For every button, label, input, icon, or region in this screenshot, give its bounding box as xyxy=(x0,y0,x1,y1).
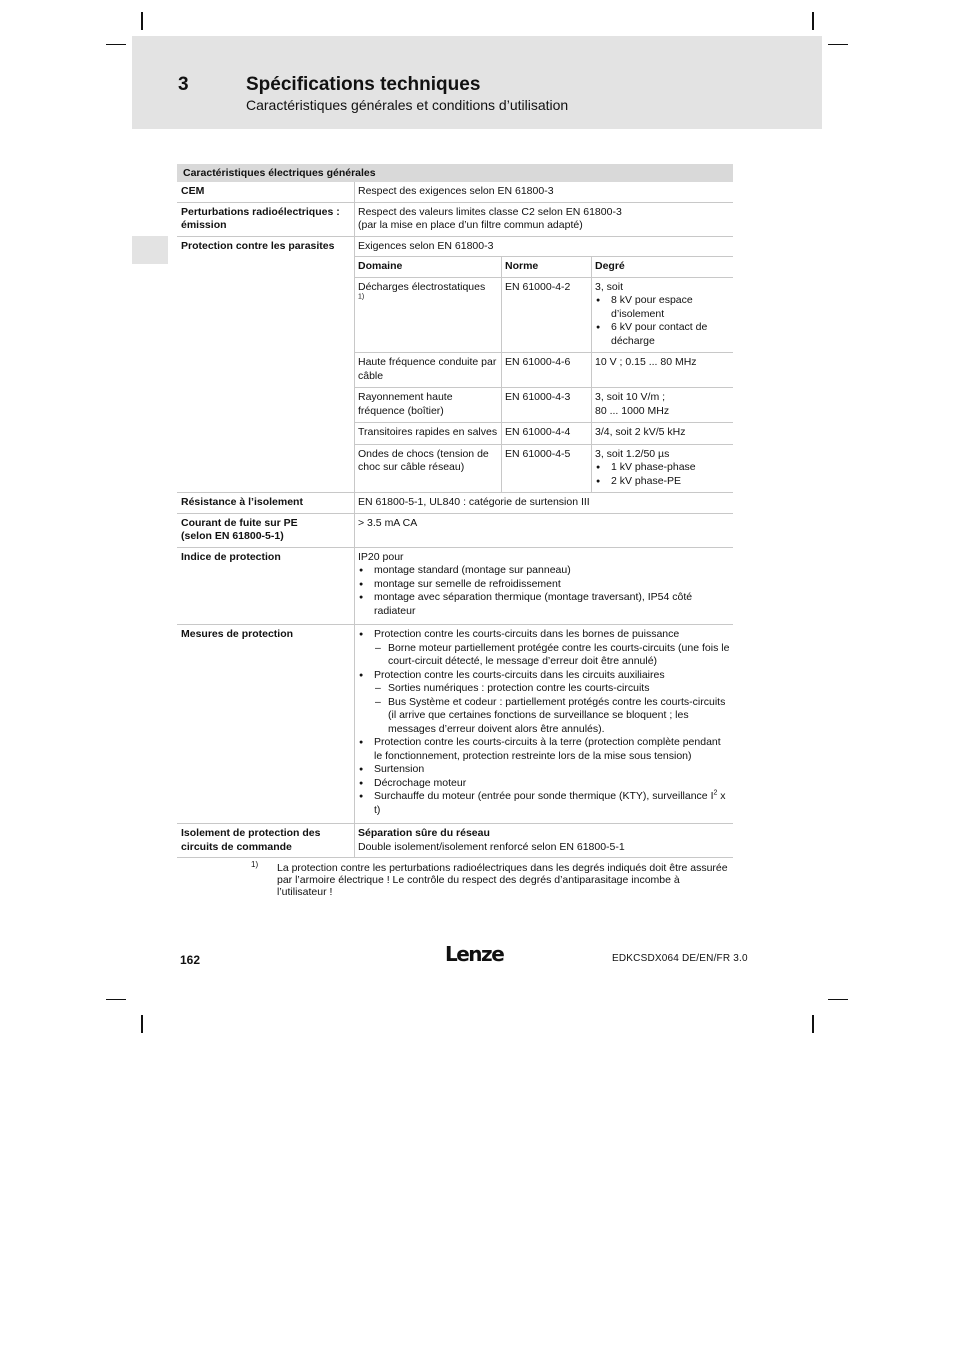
chapter-subtitle: Caractéristiques générales et conditions d’utilisation xyxy=(246,97,569,113)
crop-mark xyxy=(828,44,848,45)
list-item: ● montage standard (montage sur panneau) xyxy=(358,564,730,578)
degree-text: 3, soit xyxy=(595,280,624,293)
list-item xyxy=(358,790,730,817)
list-item: ● 2 kV phase-PE xyxy=(595,475,730,489)
page-number: 162 xyxy=(180,953,201,967)
dash-list xyxy=(374,642,730,669)
table-row-indice xyxy=(177,548,733,626)
list-item: ● montage sur semelle de refroidissement xyxy=(358,578,730,592)
list-item xyxy=(358,669,730,737)
table-row-perturbations xyxy=(177,203,733,237)
table-row-protection-parasites xyxy=(177,237,733,494)
spec-table xyxy=(177,164,733,858)
degree-cell xyxy=(592,388,734,423)
list-item: ● Protection contre les courts-circuits à la terre (protection complète pendant le fonctionnement, protection restreinte lors de la mise sous tension) xyxy=(358,736,730,763)
dash-list xyxy=(374,682,730,736)
immunity-subtable xyxy=(355,257,733,492)
label-line: (selon EN 61800-5-1) xyxy=(181,530,284,542)
row-value xyxy=(355,237,733,493)
domain-cell: Rayonnement haute fréquence (boîtier) xyxy=(355,388,502,423)
degree-bullets xyxy=(595,461,730,488)
subtable-header-row xyxy=(355,257,733,277)
norm-cell: EN 61000-4-3 xyxy=(502,388,592,423)
degree-cell: 10 V ; 0.15 ... 80 MHz xyxy=(592,353,734,388)
list-item: ● 1 kV phase-phase xyxy=(595,461,730,475)
footnote-mark: 1) xyxy=(251,860,259,869)
chapter-title: Spécifications techniques xyxy=(246,74,481,95)
table-heading: Caractéristiques électriques générales xyxy=(177,164,733,182)
footnote-text: La protection contre les perturbations radioélectriques dans les degrés indiqués doit être assurée par l’armoire électrique ! Le contrôle du respect des degrés d’antiparasitage incombe à l’utilisateur ! xyxy=(277,862,728,898)
row-value: Respect des exigences selon EN 61800-3 xyxy=(358,185,554,197)
item-text: Surchauffe du moteur (entrée pour sonde thermique (KTY), surveillance I xyxy=(374,790,714,802)
item-text: Protection contre les courts-circuits dans les circuits auxiliaires xyxy=(374,668,665,681)
row-label: Mesures de protection xyxy=(177,625,355,823)
degree-cell xyxy=(592,277,734,353)
norm-cell: EN 61000-4-2 xyxy=(502,277,592,353)
lenze-logo: Lenze xyxy=(445,942,504,966)
crop-mark xyxy=(812,12,814,30)
column-header: Domaine xyxy=(355,257,502,277)
column-header: Norme xyxy=(502,257,592,277)
document-id: EDKCSDX064 DE/EN/FR 3.0 xyxy=(612,953,748,964)
table-row xyxy=(355,444,733,492)
column-header: Degré xyxy=(592,257,734,277)
domain-text: Décharges électrostatiques xyxy=(358,280,486,293)
list-item: – Bus Système et codeur : partiellement protégés contre les courts-circuits (il arrive que certaines fonctions de surveillance se bloquent ; les messages d’erreur doivent alors être annulés). xyxy=(374,696,730,737)
degree-text: 3, soit 1.2/50 µs xyxy=(595,447,670,460)
row-value: EN 61800-5-1, UL840 : catégorie de surtension III xyxy=(358,496,590,508)
row-label: Résistance à l’isolement xyxy=(177,493,355,513)
crop-mark xyxy=(141,1015,143,1033)
crop-mark xyxy=(106,999,126,1000)
row-value xyxy=(355,548,733,625)
value-line: (par la mise en place d’un filtre commun adapté) xyxy=(358,219,583,231)
table-row xyxy=(355,353,733,388)
value-line: Double isolement/isolement renforcé selon EN 61800-5-1 xyxy=(358,840,625,853)
row-value xyxy=(355,824,733,857)
list-item: ● 8 kV pour espace d’isolement xyxy=(595,294,730,321)
table-row-courant-fuite xyxy=(177,514,733,548)
norm-cell: EN 61000-4-6 xyxy=(502,353,592,388)
domain-cell xyxy=(355,277,502,353)
row-label: Indice de protection xyxy=(177,548,355,625)
value-intro: Exigences selon EN 61800-3 xyxy=(355,237,733,258)
chapter-number: 3 xyxy=(178,74,189,95)
table-row-cem xyxy=(177,182,733,203)
list-item xyxy=(358,628,730,669)
list-item: ● 6 kV pour contact de décharge xyxy=(595,321,730,348)
bullet-list xyxy=(358,564,730,618)
norm-cell: EN 61000-4-4 xyxy=(502,423,592,445)
row-value xyxy=(355,203,733,236)
degree-text: 80 ... 1000 MHz xyxy=(595,404,670,417)
row-value xyxy=(355,625,733,823)
footnote-ref: 1) xyxy=(358,293,365,301)
table-row xyxy=(355,423,733,445)
value-title: Séparation sûre du réseau xyxy=(358,827,490,839)
list-item: ● montage avec séparation thermique (montage traversant), IP54 côté radiateur xyxy=(358,591,730,618)
row-label: Protection contre les parasites xyxy=(177,237,355,493)
table-row xyxy=(355,388,733,423)
domain-cell: Transitoires rapides en salves xyxy=(355,423,502,445)
domain-cell: Ondes de chocs (tension de choc sur câble réseau) xyxy=(358,447,489,473)
list-item: ● Décrochage moteur xyxy=(358,777,730,791)
degree-cell xyxy=(592,444,734,492)
crop-mark xyxy=(106,44,126,45)
list-item: – Sorties numériques : protection contre les courts-circuits xyxy=(374,682,730,696)
side-tab-marker xyxy=(132,236,168,264)
bullet-list xyxy=(358,628,730,817)
table-row-isolement-commande xyxy=(177,824,733,858)
row-label: Perturbations radioélectriques : émission xyxy=(177,203,355,236)
row-value: > 3.5 mA CA xyxy=(358,516,418,529)
superscript: 2 xyxy=(713,789,718,797)
row-label: Isolement de protection des circuits de commande xyxy=(177,824,355,857)
crop-mark xyxy=(141,12,143,30)
degree-text: 3, soit 10 V/m ; xyxy=(595,391,666,403)
list-item: ● Surtension xyxy=(358,763,730,777)
degree-cell: 3/4, soit 2 kV/5 kHz xyxy=(592,423,734,445)
row-label xyxy=(177,514,355,547)
label-line: Courant de fuite sur PE xyxy=(181,516,298,529)
table-row xyxy=(355,277,733,353)
crop-mark xyxy=(812,1015,814,1033)
norm-cell: EN 61000-4-5 xyxy=(502,444,592,492)
domain-cell: Haute fréquence conduite par câble xyxy=(355,353,502,388)
item-text: Protection contre les courts-circuits dans les bornes de puissance xyxy=(374,628,680,640)
item-text: x t) xyxy=(374,790,726,816)
row-label: CEM xyxy=(177,182,355,202)
degree-bullets xyxy=(595,294,730,348)
value-intro: IP20 pour xyxy=(358,550,404,563)
value-line: Respect des valeurs limites classe C2 selon EN 61800-3 xyxy=(358,205,622,218)
table-row-isolement xyxy=(177,493,733,514)
crop-mark xyxy=(828,999,848,1000)
list-item: – Borne moteur partiellement protégée contre les courts-circuits (une fois le court-circuit détecté, le message d’erreur doit être annulé) xyxy=(374,642,730,669)
table-row-mesures xyxy=(177,625,733,824)
